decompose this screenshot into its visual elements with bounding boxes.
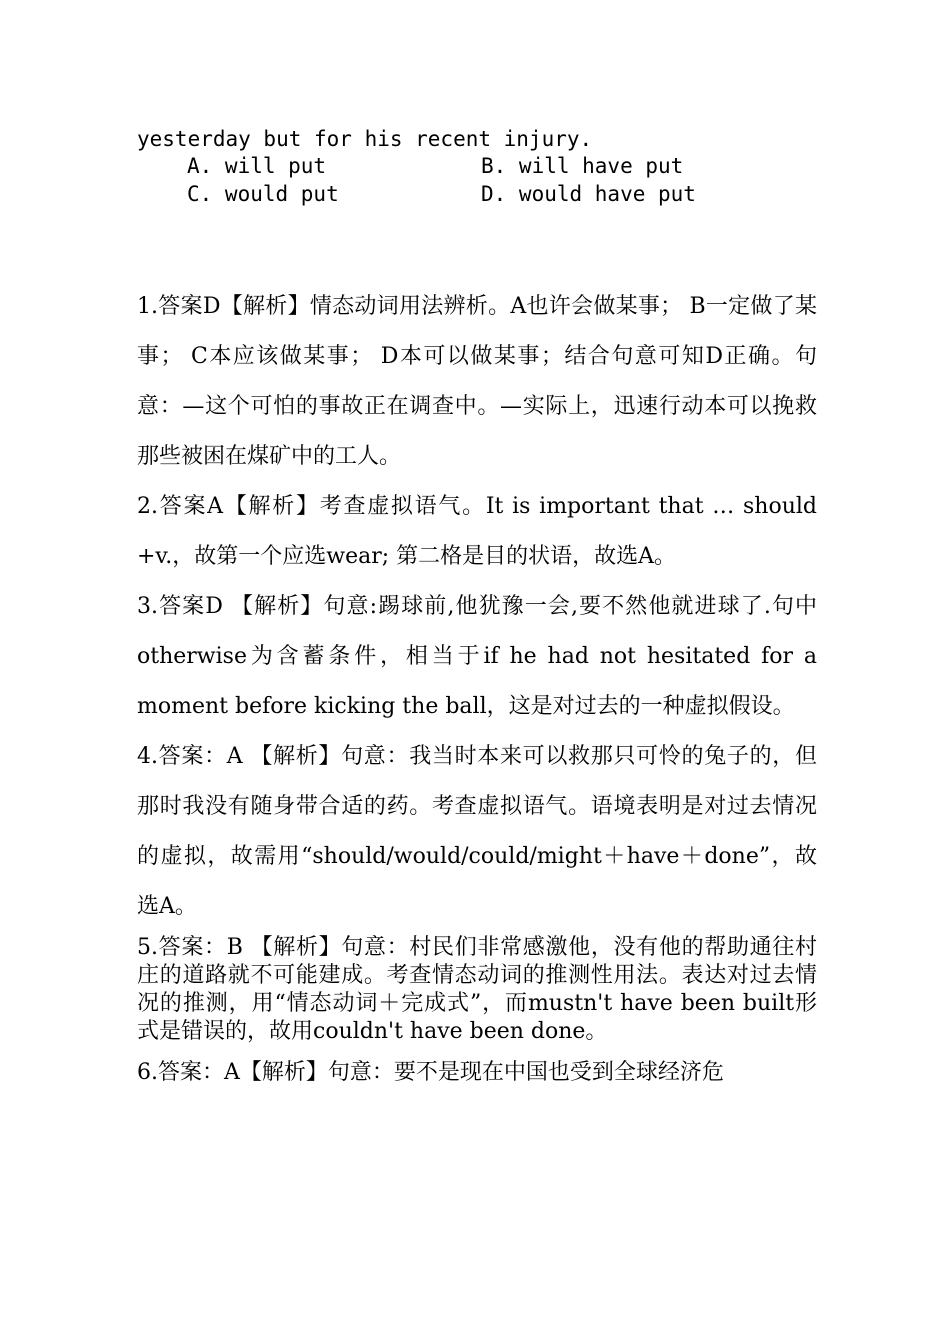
answer-1: 1.答案D【解析】情态动词用法辨析。A也许会做某事； B一定做了某事； C本应该做某事； D本可以做某事；结合句意可知D正确。句意：—这个可怕的事故正在调查中。—实际上，迅速行动本可以挽救那些被困在煤矿中的工人。 <box>137 294 817 469</box>
answer-5: 5.答案：B 【解析】句意：村民们非常感激他，没有他的帮助通往村庄的道路就不可能建成。考查情态动词的推测性用法。表达对过去情况的推测，用“情态动词＋完成式”，而mustn't have been built形式是错误的，故用couldn't have been done。 <box>137 935 817 1044</box>
answer-explanations <box>137 282 817 1098</box>
answer-4: 4.答案：A 【解析】句意：我当时本来可以救那只可怜的兔子的，但那时我没有随身带合适的药。考查虚拟语气。语境表明是对过去情况的虚拟，故需用“should/would/could/might＋have＋done”，故选A。 <box>137 744 817 919</box>
answer-3: 3.答案D 【解析】句意:踢球前,他犹豫一会,要不然他就进球了.句中otherwise为含蓄条件，相当于if he had not hesitated for a moment before kicking the ball，这是对过去的一种虚拟假设。 <box>137 594 817 719</box>
answer-6: 6.答案：A【解析】句意：要不是现在中国也受到全球经济危 <box>137 1060 724 1085</box>
options-row-1 <box>187 152 827 180</box>
option-d: D. would have put <box>481 182 696 206</box>
option-b: B. will have put <box>481 154 684 178</box>
question-stem-tail: yesterday but for his recent injury. <box>137 127 593 151</box>
answer-2: 2.答案A【解析】考查虚拟语气。It is important that … should +v.，故第一个应选wear; 第二格是目的状语，故选A。 <box>137 494 817 569</box>
options-row-2 <box>187 180 827 208</box>
option-c: C. would put <box>187 182 339 206</box>
option-a: A. will put <box>187 154 327 178</box>
answer-options <box>187 152 827 208</box>
